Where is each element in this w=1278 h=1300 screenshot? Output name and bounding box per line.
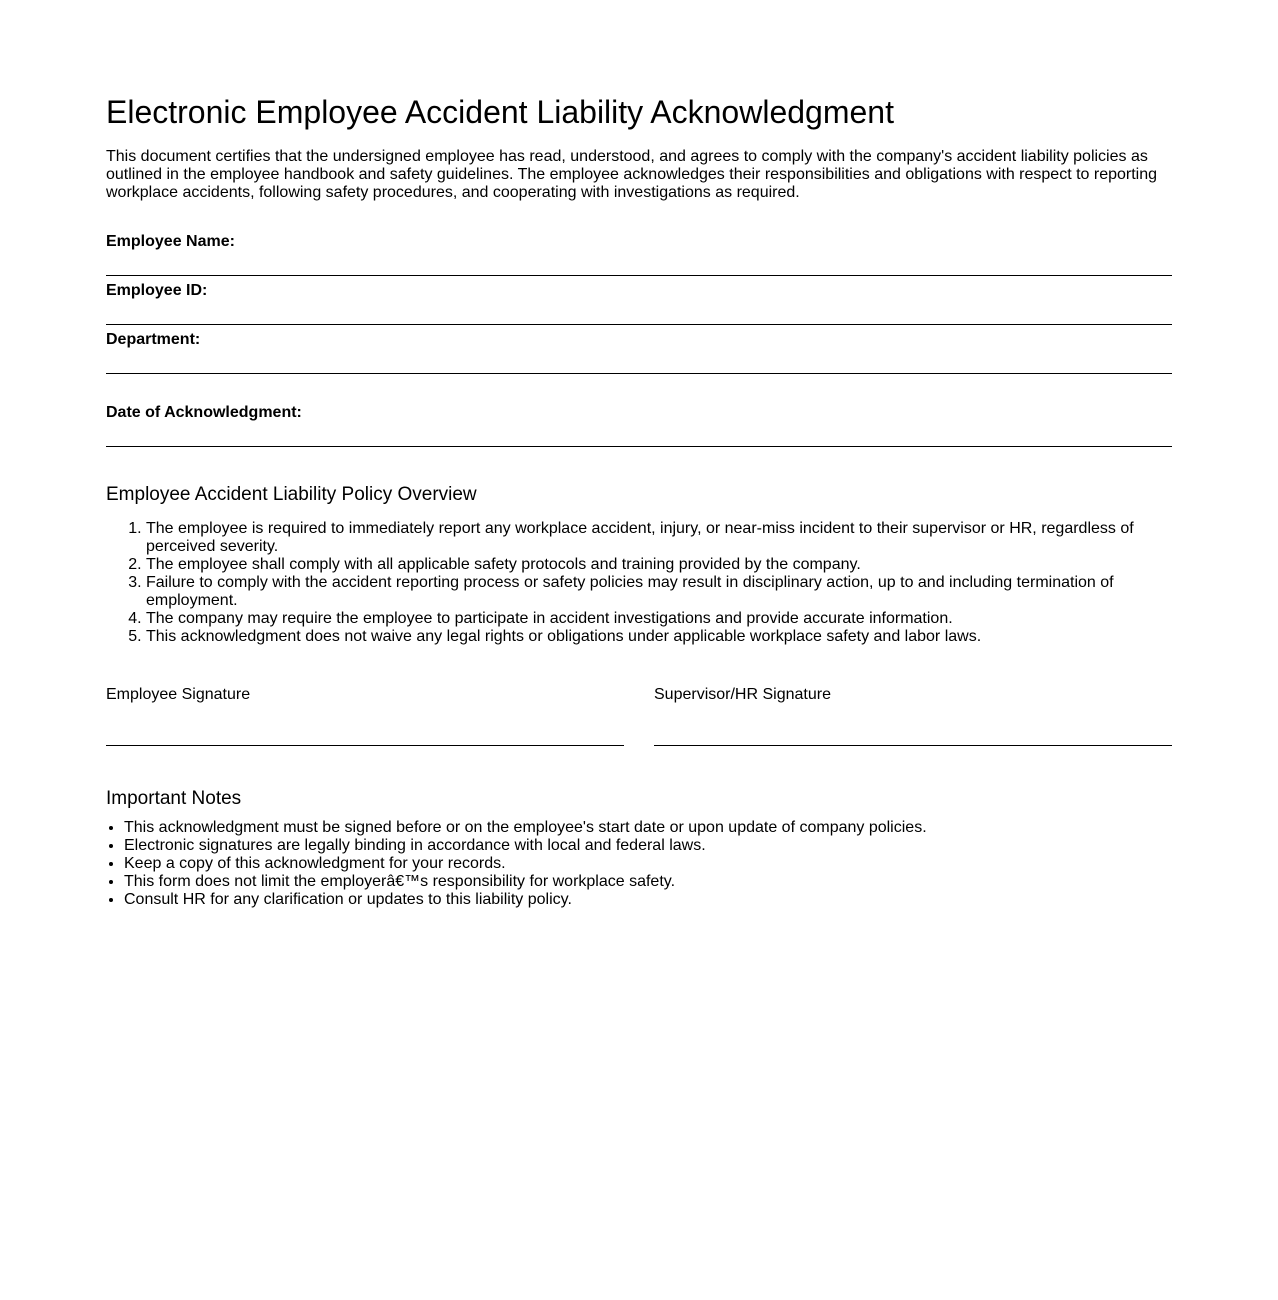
note-item: • Consult HR for any clarification or updates to this liability policy.	[124, 891, 1172, 909]
supervisor-signature-label: Supervisor/HR Signature	[654, 686, 831, 703]
note-item: • This form does not limit the employerâ€™s responsibility for workplace safety.	[124, 873, 1172, 891]
department-field[interactable]	[106, 331, 1172, 374]
policy-overview-heading: Employee Accident Liability Policy Overview	[106, 484, 477, 505]
date-label: Date of Acknowledgment:	[106, 404, 302, 421]
policy-item: 3. Failure to comply with the accident reporting process or safety policies may result in disciplinary action, up to and including termination of employment.	[146, 574, 1172, 610]
policy-item: 1. The employee is required to immediately report any workplace accident, injury, or near-miss incident to their supervisor or HR, regardless of perceived severity.	[146, 520, 1172, 556]
employee-id-field[interactable]	[106, 282, 1172, 325]
date-field[interactable]	[106, 404, 1172, 447]
policy-item: 5. This acknowledgment does not waive any legal rights or obligations under applicable workplace safety and labor laws.	[146, 628, 1172, 646]
employee-name-label: Employee Name:	[106, 233, 235, 250]
document-page	[106, 0, 1172, 909]
important-notes-heading: Important Notes	[106, 788, 242, 809]
intro-paragraph: This document certifies that the undersigned employee has read, understood, and agrees to comply with the company's accident liability policies as outlined in the employee handbook and safety guidelines. The employee acknowledges their responsibilities and obligations with respect to reporting workplace accidents, following safety procedures, and cooperating with investigations as required.	[106, 148, 1158, 201]
policy-item: 4. The company may require the employee to participate in accident investigations and provide accurate information.	[146, 610, 1172, 628]
signature-row	[106, 686, 1172, 746]
page-title: Electronic Employee Accident Liability Acknowledgment	[106, 94, 894, 130]
employee-signature-field[interactable]	[106, 686, 624, 746]
supervisor-signature-field[interactable]	[654, 686, 1172, 746]
employee-name-field[interactable]	[106, 233, 1172, 276]
policy-item: 2. The employee shall comply with all applicable safety protocols and training provided by the company.	[146, 556, 1172, 574]
employee-signature-label: Employee Signature	[106, 686, 251, 703]
employee-id-label: Employee ID:	[106, 282, 208, 299]
policy-list	[106, 520, 1172, 646]
note-item: • Keep a copy of this acknowledgment for your records.	[124, 855, 1172, 873]
notes-list	[106, 819, 1172, 909]
note-item: • This acknowledgment must be signed before or on the employee's start date or upon update of company policies.	[124, 819, 1172, 837]
department-label: Department:	[106, 331, 201, 348]
note-item: • Electronic signatures are legally binding in accordance with local and federal laws.	[124, 837, 1172, 855]
